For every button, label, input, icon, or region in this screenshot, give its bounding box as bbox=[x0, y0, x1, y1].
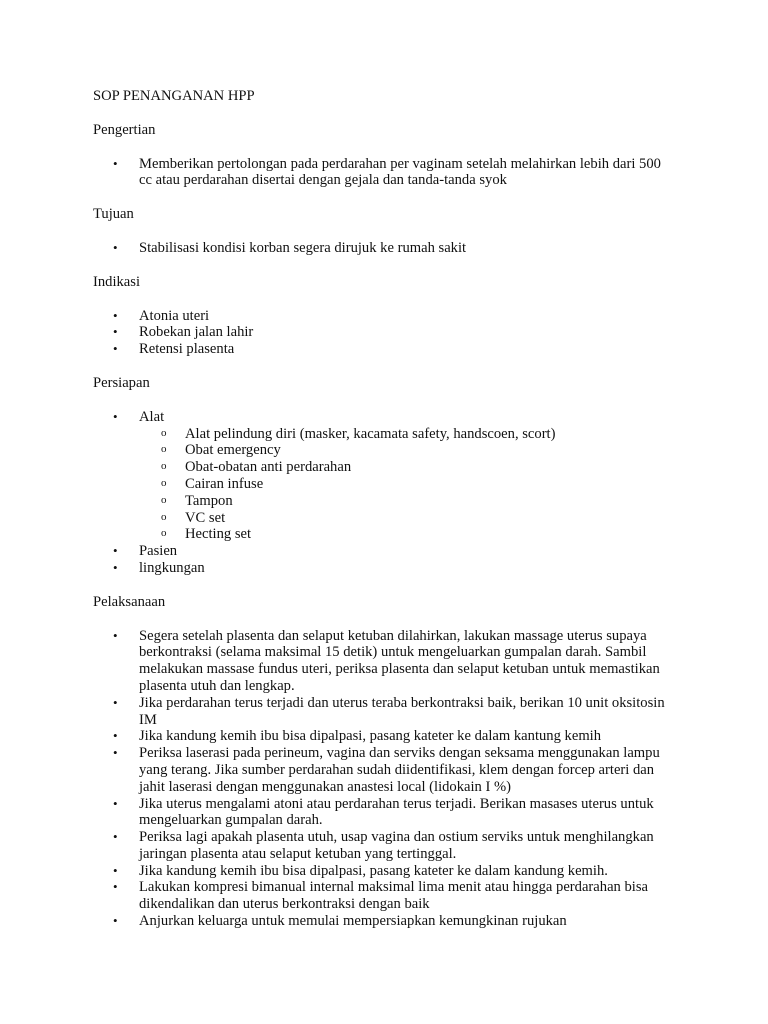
tujuan-list bbox=[93, 240, 673, 257]
list-item: • Lakukan kompresi bimanual internal maksimal lima menit atau hingga perdarahan bisa dikendalikan dan uterus berkontraksi dengan baik bbox=[93, 879, 673, 913]
list-item: • Periksa lagi apakah plasenta utuh, usap vagina dan ostium serviks untuk menghilangkan jaringan plasenta atau selaput ketuban yang tertinggal. bbox=[93, 829, 673, 863]
document-body bbox=[93, 88, 673, 947]
heading-pengertian: Pengertian bbox=[93, 121, 156, 138]
list-item: • Atonia uteri bbox=[93, 308, 673, 325]
heading-indikasi: Indikasi bbox=[93, 273, 141, 290]
alat-label: Alat bbox=[139, 408, 165, 425]
list-item: • Segera setelah plasenta dan selaput ketuban dilahirkan, lakukan massage uterus supaya berkontraksi (selama maksimal 15 detik) untuk mengeluarkan gumpalan darah. Sambil melakukan massase fundus uteri, periksa plasenta dan selaput ketuban untuk memastikan plasenta utuh dan lengkap. bbox=[93, 628, 673, 695]
sublist-item: o VC set bbox=[139, 510, 673, 527]
list-item: • Robekan jalan lahir bbox=[93, 324, 673, 341]
heading-tujuan: Tujuan bbox=[93, 206, 134, 223]
pelaksanaan-list bbox=[93, 628, 673, 930]
heading-persiapan: Persiapan bbox=[93, 374, 150, 391]
sublist-item: o Cairan infuse bbox=[139, 476, 673, 493]
list-item: • Jika uterus mengalami atoni atau perdarahan terus terjadi. Berikan masases uterus untuk mengeluarkan gumpalan darah. bbox=[93, 796, 673, 830]
sublist-item: o Alat pelindung diri (masker, kacamata safety, handscoen, scort) bbox=[139, 426, 673, 443]
list-item: • Memberikan pertolongan pada perdarahan per vaginam setelah melahirkan lebih dari 500 cc atau perdarahan disertai dengan gejala dan tanda-tanda syok bbox=[93, 156, 673, 190]
sublist-item: o Hecting set bbox=[139, 526, 673, 543]
list-item: • Retensi plasenta bbox=[93, 341, 673, 358]
sublist-item: o Obat-obatan anti perdarahan bbox=[139, 459, 673, 476]
list-item-lingkungan: • lingkungan bbox=[93, 560, 673, 577]
list-item: • Jika kandung kemih ibu bisa dipalpasi, pasang kateter ke dalam kantung kemih bbox=[93, 728, 673, 745]
sublist-item: o Obat emergency bbox=[139, 442, 673, 459]
document-title: SOP PENANGANAN HPP bbox=[93, 88, 255, 104]
list-item-pasien: • Pasien bbox=[93, 543, 673, 560]
list-item: • Jika perdarahan terus terjadi dan uterus teraba berkontraksi baik, berikan 10 unit oksitosin IM bbox=[93, 695, 673, 729]
persiapan-list bbox=[93, 409, 673, 577]
list-item: • Stabilisasi kondisi korban segera dirujuk ke rumah sakit bbox=[93, 240, 673, 257]
heading-pelaksanaan: Pelaksanaan bbox=[93, 593, 166, 610]
indikasi-list bbox=[93, 308, 673, 358]
list-item: • Jika kandung kemih ibu bisa dipalpasi, pasang kateter ke dalam kandung kemih. bbox=[93, 863, 673, 880]
list-item-alat bbox=[93, 409, 673, 543]
pengertian-list bbox=[93, 156, 673, 190]
alat-sublist bbox=[139, 426, 673, 544]
list-item: • Anjurkan keluarga untuk memulai mempersiapkan kemungkinan rujukan bbox=[93, 913, 673, 930]
list-item: • Periksa laserasi pada perineum, vagina dan serviks dengan seksama menggunakan lampu yang terang. Jika sumber perdarahan sudah diidentifikasi, klem dengan forcep arteri dan jahit laserasi dengan menggunakan anastesi local (lidokain I %) bbox=[93, 745, 673, 795]
sublist-item: o Tampon bbox=[139, 493, 673, 510]
